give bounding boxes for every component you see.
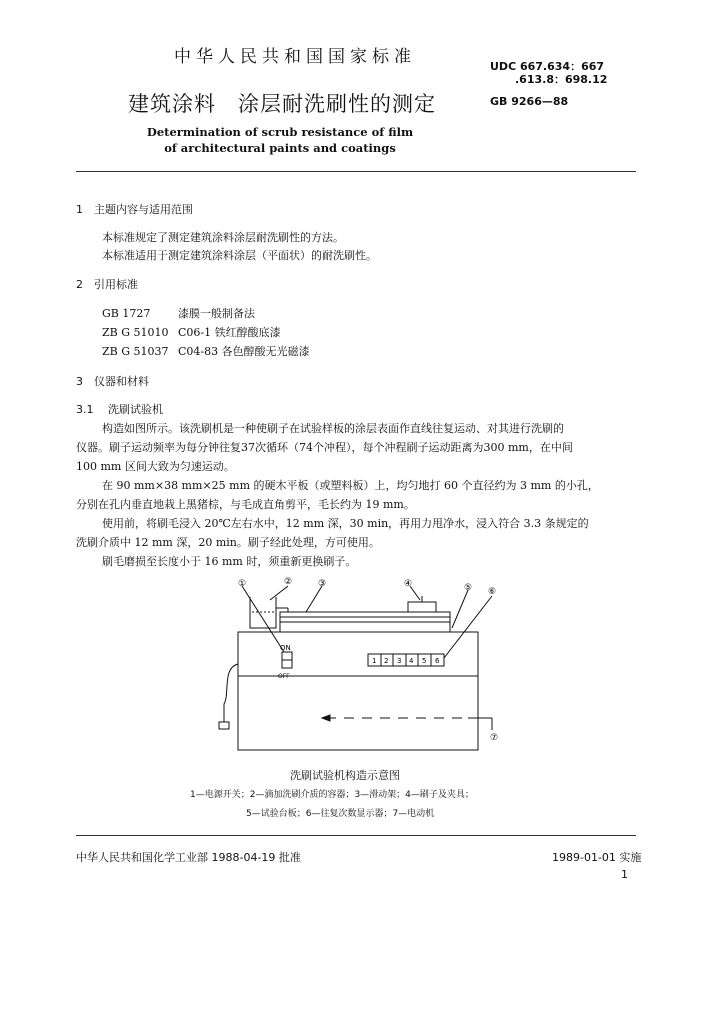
english-title-line2: of architectural paints and coatings <box>164 141 396 155</box>
counter-digit: 6 <box>435 657 440 665</box>
section-3-heading <box>76 373 149 389</box>
switch-on-label: ON <box>280 644 291 652</box>
brush-holder <box>408 602 436 612</box>
paragraph: 本标准适用于测定建筑涂料涂层（平面状）的耐洗刷性。 <box>102 249 377 262</box>
section-title: 主题内容与适用范围 <box>94 203 193 216</box>
callout-6: ⑥ <box>488 587 497 597</box>
callout-5: ⑤ <box>464 583 473 593</box>
callout-4: ④ <box>404 579 413 589</box>
counter-digit: 3 <box>397 657 402 665</box>
reference-item <box>102 305 255 321</box>
reference-name: C04-83 各色醇酸无光磁漆 <box>178 345 310 358</box>
counter-digit: 1 <box>372 657 377 665</box>
power-cord <box>224 664 238 722</box>
udc-code-line1: UDC 667.634：667 <box>490 60 605 73</box>
subsection-number: 3.1 <box>76 403 94 416</box>
subsection-title: 洗刷试验机 <box>108 403 163 416</box>
counter-digit: 5 <box>422 657 427 665</box>
approval-date: 中华人民共和国化学工业部 1988-04-19 批准 <box>76 851 301 864</box>
counter-digit: 2 <box>384 657 389 665</box>
callout-1: ① <box>238 579 247 589</box>
reference-name: C06-1 铁红醇酸底漆 <box>178 326 281 339</box>
implementation-date: 1989-01-01 实施 <box>552 851 642 864</box>
paragraph-line: 在 90 mm×38 mm×25 mm 的硬木平板（或塑料板）上，均匀地打 60 个直径约为 3 mm 的小孔， <box>102 479 599 492</box>
paragraph-line: 100 mm 区间大致为匀速运动。 <box>76 460 235 473</box>
standard-number: GB 9266—88 <box>490 95 569 108</box>
counter-digit: 4 <box>409 657 414 665</box>
document-title: 建筑涂料 涂层耐洗刷性的测定 <box>128 92 436 116</box>
section-number: 3 <box>76 375 83 388</box>
switch-off-label: OFF <box>278 673 290 680</box>
figure-legend-line2: 5—试验台板；6—往复次数显示器；7—电动机 <box>246 809 435 819</box>
paragraph-line: 刷毛磨损至长度小于 16 mm 时，须重新更换刷子。 <box>102 555 357 568</box>
reference-code: ZB G 51037 <box>102 345 169 358</box>
reference-name: 漆膜一般制备法 <box>178 307 255 320</box>
reference-item <box>102 343 310 359</box>
page-number: 1 <box>621 868 628 881</box>
udc-code-line2: .613.8：698.12 <box>515 73 608 86</box>
section-1-heading <box>76 201 193 217</box>
figure-caption: 洗刷试验机构造示意图 <box>290 769 400 782</box>
paragraph: 本标准规定了测定建筑涂料涂层耐洗刷性的方法。 <box>102 231 344 244</box>
paragraph-line: 仪器。刷子运动频率为每分钟往复37次循环（74个冲程），每个冲程刷子运动距离为300 mm，在中间 <box>76 441 573 454</box>
english-title-line1: Determination of scrub resistance of film <box>146 125 414 139</box>
section-title: 仪器和材料 <box>94 375 149 388</box>
section-title: 引用标准 <box>94 278 138 291</box>
paragraph-line: 分别在孔内垂直地栽上黑猪棕，与毛成直角剪平，毛长约为 19 mm。 <box>76 498 415 511</box>
section-number: 1 <box>76 203 83 216</box>
footer-rule <box>76 835 636 836</box>
callout-3: ③ <box>318 579 327 589</box>
subsection-3-1-heading <box>76 401 163 417</box>
header-rule <box>76 171 636 172</box>
section-2-heading <box>76 276 138 292</box>
figure-legend-line1: 1—电源开关；2—滴加洗刷介质的容器；3—滑动架；4—刷子及夹具； <box>190 790 474 800</box>
reference-item <box>102 324 281 340</box>
reference-code: ZB G 51010 <box>102 326 169 339</box>
callout-2: ② <box>284 577 293 587</box>
scrub-tester-diagram <box>210 572 510 762</box>
paragraph-line: 构造如图所示。该洗刷机是一种使刷子在试验样板的涂层表面作直线往复运动、对其进行洗刷的 <box>102 422 564 435</box>
paragraph-line: 洗刷介质中 12 mm 深，20 min。刷子经此处理，方可使用。 <box>76 536 380 549</box>
section-number: 2 <box>76 278 83 291</box>
issuing-organization: 中华人民共和国国家标准 <box>174 47 416 67</box>
machine-body <box>238 632 478 750</box>
reference-code: GB 1727 <box>102 307 151 320</box>
paragraph-line: 使用前，将刷毛浸入 20℃左右水中，12 mm 深，30 min，再用力甩净水，浸入符合 3.3 条规定的 <box>102 517 589 530</box>
callout-7: ⑦ <box>490 733 499 743</box>
